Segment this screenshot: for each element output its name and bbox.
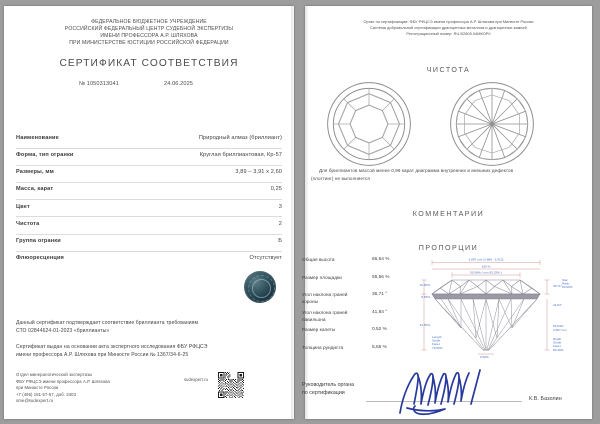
spec-label: Наименование bbox=[16, 135, 59, 142]
proportion-value: 41,84 ° bbox=[372, 309, 388, 315]
table-row bbox=[16, 252, 282, 268]
comments-title: КОММЕНТАРИИ bbox=[412, 210, 485, 218]
qr-code bbox=[218, 372, 244, 398]
label-lower-2: Girdle bbox=[553, 340, 562, 345]
spec-value: Круглая бриллиантовая, Кр-57 bbox=[199, 152, 282, 159]
signature-role-line-2: по сертификации bbox=[302, 390, 345, 396]
page-fold-left bbox=[291, 6, 294, 419]
signature-role bbox=[302, 381, 354, 397]
spec-label: Чистота bbox=[16, 220, 40, 227]
table-row bbox=[16, 132, 282, 149]
label-lower-1: Depth bbox=[553, 337, 562, 341]
label-total-depth: 66.64% bbox=[553, 324, 564, 328]
issuer-line-3: ИМЕНИ ПРОФЕССОРА А.Р. ШЛЯХОВА bbox=[100, 33, 198, 39]
issuer-line-4: ПРИ МИНИСТЕРСТВЕ ЮСТИЦИИ РОССИЙСКОЙ ФЕДЕРАЦИИ bbox=[69, 40, 229, 46]
basis-line-2: имени профессора А.Р. Шляхова при Минюсте России № 1367/34-6-25 bbox=[16, 352, 189, 358]
proportion-name: Угол наклона граней павильона bbox=[302, 310, 348, 323]
contact-line-2: ФБУ РФЦСЭ имени профессора А.Р. Шляхова bbox=[16, 378, 110, 384]
label-star-2: Ratio bbox=[562, 281, 570, 286]
spec-value: 2 bbox=[278, 220, 282, 227]
label-crown-angle: 36.71° bbox=[553, 284, 562, 288]
spec-value: Б bbox=[278, 237, 282, 244]
table-row bbox=[16, 217, 282, 234]
label-lower-4: 80.40% bbox=[553, 347, 564, 352]
label-total-depth-mm: 2.597 mm bbox=[553, 328, 567, 332]
proportion-name: Размер площадки bbox=[302, 275, 342, 281]
spec-label: Флюоресценция bbox=[16, 254, 64, 261]
handwritten-signature bbox=[388, 364, 498, 416]
spec-label: Размеры, мм bbox=[16, 169, 54, 176]
contact-line-1: Отдел минералогической экспертизы bbox=[16, 372, 93, 377]
proportion-value: 55,56 % bbox=[372, 274, 390, 280]
proportion-name: Толщина рундиста bbox=[302, 345, 344, 351]
spec-value: 3 bbox=[278, 203, 282, 210]
holographic-seal bbox=[244, 271, 276, 303]
label-star-3: 60.00% bbox=[562, 285, 573, 290]
contact-email: ome@sudexpert.ru bbox=[16, 398, 54, 404]
certificate-date: 24.06.2025 bbox=[164, 81, 193, 87]
label-girdle: 5.65% bbox=[421, 295, 430, 299]
label-pavilion-depth: 44.50% bbox=[419, 323, 430, 327]
label-culet: 0.52% bbox=[480, 355, 489, 359]
label-lower-3: Facet bbox=[553, 344, 561, 349]
proportion-row bbox=[302, 310, 410, 328]
clarity-crown-diagram bbox=[325, 80, 413, 168]
signatory-name: К.В. Базолин bbox=[529, 396, 562, 402]
clarity-note-line-2: (плоттинг) не выполняется bbox=[311, 176, 370, 181]
cert-system-line: Система добровольной сертификации драгоценных металлов и драгоценных камней bbox=[370, 26, 527, 30]
table-row bbox=[16, 149, 282, 166]
qr-caption: sudexpert.ru bbox=[184, 377, 208, 382]
label-length-2: Girdle bbox=[432, 338, 441, 343]
proportion-name: Общая высота bbox=[302, 258, 335, 263]
spec-label: Цвет bbox=[16, 203, 30, 210]
contact-phone: +7 (495) 181-57-57, доб. 3403 bbox=[16, 391, 77, 397]
table-row bbox=[16, 235, 282, 252]
table-row bbox=[16, 166, 282, 183]
spec-value: Природный алмаз (бриллиант) bbox=[198, 135, 282, 142]
clarity-title: ЧИСТОТА bbox=[426, 66, 471, 74]
certificate-number: № 1050313041 bbox=[79, 81, 119, 87]
label-crown-height: 16.50% bbox=[419, 283, 430, 287]
spec-label: Масса, карат bbox=[16, 186, 54, 193]
proportion-value: 36,71 ° bbox=[372, 292, 388, 298]
label-star-1: Star bbox=[562, 278, 568, 282]
contact-line-3: при Минюсте России bbox=[16, 385, 59, 391]
page-title: СЕРТИФИКАТ СООТВЕТСТВИЯ bbox=[59, 58, 239, 69]
table-row bbox=[16, 200, 282, 217]
specification-table bbox=[16, 132, 282, 268]
spec-value: 3,89 – 3,91 x 2,60 bbox=[235, 169, 282, 176]
issuer-line-2: РОССИЙСКИЙ ФЕДЕРАЛЬНЫЙ ЦЕНТР СУДЕБНОЙ ЭКСПЕРТИЗЫ bbox=[64, 26, 234, 32]
proportion-name: Угол наклона граней короны bbox=[302, 293, 348, 306]
label-diameter: 3.897 mm (3.886 - 3.912) bbox=[468, 257, 504, 262]
proportion-value: 5,65 % bbox=[372, 344, 387, 350]
spec-value: Отсутствует bbox=[249, 254, 282, 261]
cert-body-line: Орган по сертификации: ФБУ РФЦСЭ имени профессора А.Р. Шляхова при Минюсте России bbox=[363, 20, 534, 24]
signature-role-line-1: Руководитель органа bbox=[302, 382, 355, 388]
proportions-table bbox=[302, 257, 410, 363]
label-table-pct: 55.56% ( mm 55.25% ) bbox=[470, 270, 502, 275]
label-diameter-pct: 100 % bbox=[481, 264, 491, 269]
table-row bbox=[16, 183, 282, 200]
spec-label: Форма, тип огранки bbox=[16, 152, 74, 159]
cert-registration-line: Регистрационный номер: RU.B2805.04МКОР0 bbox=[406, 32, 491, 36]
proportion-row bbox=[302, 275, 410, 293]
clarity-pavilion-diagram bbox=[448, 80, 536, 168]
certificate-left-page bbox=[4, 6, 294, 419]
statement-line-1: Данный сертификат подтверждает соответствие бриллианта требованиям bbox=[16, 320, 199, 326]
label-length-3: Facet bbox=[432, 342, 440, 347]
spec-value: 0,25 bbox=[270, 186, 282, 193]
proportion-value: 0,52 % bbox=[372, 327, 387, 333]
proportion-value: 66,64 % bbox=[372, 257, 390, 262]
basis-line-1: Сертификат выдан на основании акта экспертного исследования ФБУ РФЦСЭ bbox=[16, 344, 208, 350]
proportion-row bbox=[302, 292, 410, 310]
label-length-1: Length bbox=[432, 335, 442, 339]
clarity-note-line-1: Для бриллиантов массой менее 0,99 карат диаграмма внутренних и внешних дефектов bbox=[319, 168, 514, 173]
proportion-name: Размер калеты bbox=[302, 328, 336, 334]
label-length-4: 79.60% bbox=[432, 345, 443, 350]
spec-label: Группа огранки bbox=[16, 237, 61, 244]
proportions-title: ПРОПОРЦИИ bbox=[418, 244, 479, 252]
issuer-line-1: ФЕДЕРАЛЬНОЕ БЮДЖЕТНОЕ УЧРЕЖДЕНИЕ bbox=[91, 19, 207, 25]
statement-line-2: СТО 02844624-01-2023 «бриллианты» bbox=[16, 328, 110, 334]
diamond-profile-diagram bbox=[416, 250, 586, 362]
label-pavilion-angle: 41.84° bbox=[553, 303, 562, 307]
proportion-row bbox=[302, 257, 410, 275]
proportion-row bbox=[302, 327, 410, 345]
proportion-row bbox=[302, 345, 410, 363]
